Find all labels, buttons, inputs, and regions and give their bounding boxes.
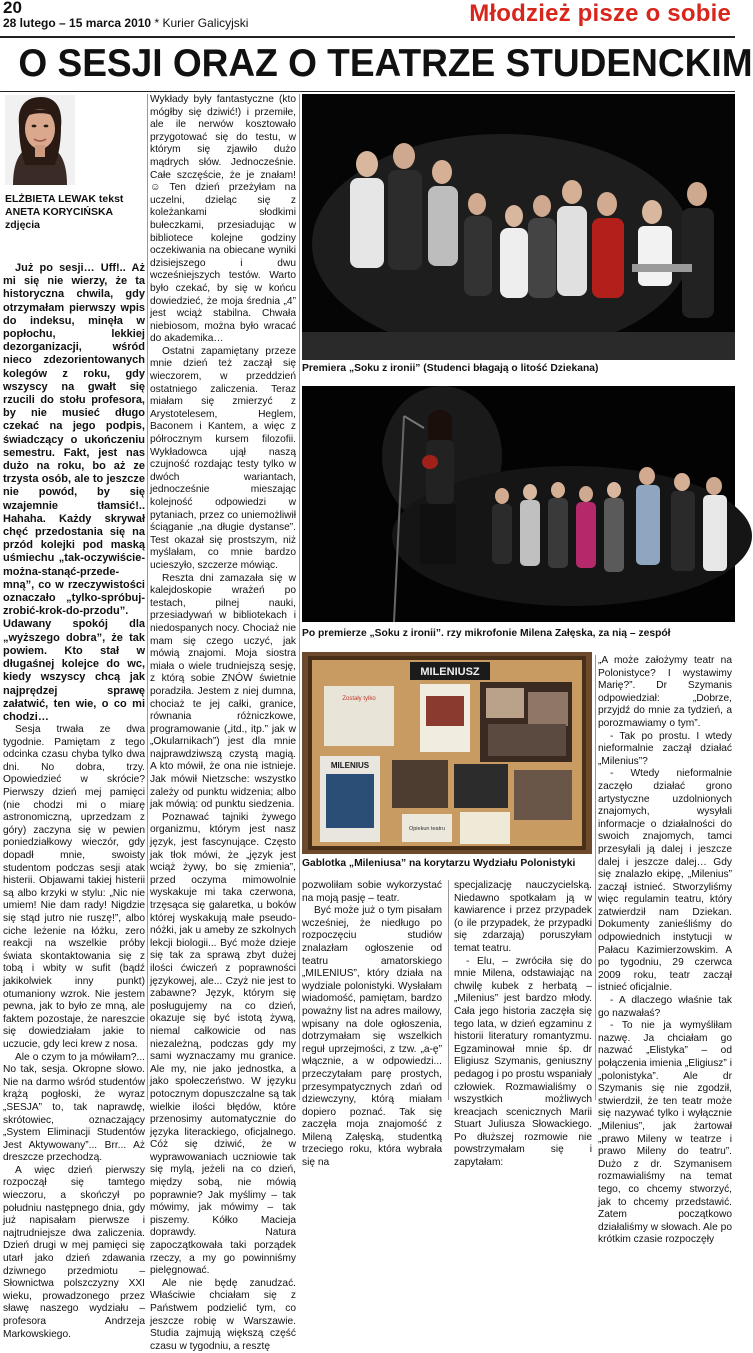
board-lower-title: MILENIUS — [330, 761, 370, 770]
dateline — [3, 16, 248, 30]
paragraph: Ale nie będę zanudzać. Właściwie chciałam się z Państwem podzielić tym, co jeszcze robię w Warszawie. Studia zajmują większą część czasu w tygodniu, a resztę — [150, 1277, 296, 1352]
page-number: 20 — [3, 0, 22, 17]
paragraph: - A dlaczego właśnie tak go nazwałaś? — [598, 995, 732, 1019]
paragraph: - Tak po prostu. I wtedy nieformalnie zaczął działać „Milenius”? — [598, 730, 732, 767]
photo-caption-board: Gablotka „Mileniusa” na korytarzu Wydziału Polonistyki — [302, 858, 576, 869]
lead-paragraph: Już po sesji… Uff!.. Aż mi się nie wierzy, że ta historyczna chwila, gdy otrzymałam pierwszy wpis do indeksu, minęła w popłochu, lekkiej dezorganizacji, wśród nieco zdezorientowanych kolegów z roku, gdy wszyscy na gwałt się rzucili do stołu profesora, by nie musieć długo czekać na jego podpis, świadczący o ukończeniu semestru. Fakt, jest nas dużo na roku, bo aż ze trzysta osób, ale to jeszcze nie powód, by się wzajemnie tłamsić!.. Hahaha. Każdy skrywał chęć przedostania się na przód kolejki pod maską uśmiechu „tak-oczywiście-można-stanąć-przede-mną”, co w rzeczywistości oznaczało „tylko-spróbuj-zrobić-krok-do-przodu”. Udawany spokój dla „wyższego dobra”, że tak powiem. Kto stał w długaśnej kolejce do wc, kiedy wszyscy chcą jak najprędzej sprawę załatwić, ten wie, o co mi chodzi… — [3, 262, 145, 723]
paragraph: Sesja trwała ze dwa tygodnie. Pamiętam z tego odcinka czasu chyba tylko dwa dni. No dobra, trzy. Opowiedzieć w skrócie? Pierwszy dzień mej pamięci (nie chodzi mi o miarę astronomiczną, uprzedzam z góry) zaczyna się w pewien poniedziałkowy wieczór, gdy dopadł mnie, swoisty studentom podczas sesji atak histerii. Objawami takiej histerii są albo krzyki w stylu: „Nic nie umiem! Nie dam rady! Nigdzie się stąd jutro nie ruszę!”, albo ciche leżenie na łóżku, zero reakcji na wszelkie próby świata skontaktowania się z tobą i wbity w sufit (bądź jakikolwiek inny punkt) otumaniony wzrok. Nie jestem pewna, jak to było ze mną, ale faktem pozostaje, że nareszcie się dowiedziałam jakie to uczucie, gdy leci krew z nosa. — [3, 724, 145, 1050]
display-board-photo — [302, 652, 592, 854]
paragraph: Wykłady były fantastyczne (kto mógłby się dziwić!) i przemiłe, ale ile nerwów kosztowało przygotować się do testu, w którym się zjawiło dużo mądrych słów. Jednocześnie. Całe szczęście, że je znałam! ☺ Ten dzień przeżyłam na uczelni, dzieląc się z koleżankami słodkimi bułeczkami, przesiadując w bibliotece kolejne godziny oczekiwania na obiecane wyniki dzisiejszego i dwu wcześniejszych testów. Warto było czekać, by się w końcu dowiedzieć, że moja średnia „4” jest wciąż stabilna. Chwała niebiosom, można było wracać do akademika… — [150, 94, 296, 345]
poster-text: Zostały tylko — [342, 696, 376, 702]
photo-caption-premiere: Premiera „Soku z ironii” (Studenci błagają o litość Dziekana) — [302, 363, 599, 374]
paragraph: Być może już o tym pisałam wcześniej, że niedługo po rozpoczęciu studiów znalazłam ogłoszenie od teatru amatorskiego „MILENIUS”, który działa na wydziale polonistyki. Wysłałam wiadomość, pamiętam, bardzo poważny list na adres mailowy, wpisany na dole ogłoszenia, dotrzymałam się wszelkich reguł uprzejmości, z tzw. „a-ę” włącznie, a w odpowiedzi... przeczytałam parę prostych, przesympatycznych zdań od dziewczyny, którą miałam dopiero poznać. Tak się zaczęła moja znajomość z Mileną Załęską, studentką trzeciego roku, która wybrała się na — [302, 905, 442, 1169]
paragraph: - To nie ja wymyśliłam nazwę. Ja chciałam go nazwać „Elistyka” – od połączenia imienia „Eligiusz” i „polonistyka”. Ale dr Szymanis się nie zgodził, stwierdził, że ten teatr może się nazywać tylko i wyłącznie „Milenius”, jak żartował „prawo Mileny w teatrze i prawo Mileny do teatru”. Dużo z dr. Szymanisem rozmawialiśmy na temat tego, co chcemy stworzyć, jak to chcemy przedstawić. Zatem początkowo działaliśmy w słowach. Ale po krótkim czasie rozpoczęły — [598, 1020, 732, 1246]
article-credits — [5, 193, 145, 232]
text-column-4 — [454, 880, 592, 1169]
board-title: MILENIUSZ — [420, 666, 480, 678]
text-column-3 — [302, 880, 442, 1169]
paragraph: pozwoliłam sobie wykorzystać na moją pasję – teatr. — [302, 880, 442, 904]
paragraph: Ale o czym to ja mówiłam?... No tak, sesja. Okropne słowo. Nie na darmo wśród studentów krążą pogłoski, że wyraz „SESJA” to, tak naprawdę, skrótowiec, oznaczający „System Eliminacji Studentów Jest Aktywowany”... Brr... Aż dreszcze przechodzą. — [3, 1051, 145, 1164]
author-credit: ELŻBIETA LEWAK tekst — [5, 193, 124, 205]
article-headline: O SESJI ORAZ O TEATRZE STUDENCKIM — [18, 42, 753, 85]
paragraph: Poznawać tajniki żywego organizmu, którym jest nasz język, jest fascynujące. Często jak tłok mówi, że „język jest wciąż żywy, bo się zmienia”, przed oczyma mimowolnie wyskakuje mi taka czerwona, trzęsąca się galaretka, u boków której wyskakują małe pseudo-nóżki, jak u ameby ze szkolnych lekcji biologii... Być może dzieje się tak za sprawą zbyt dużej ilości ćwiczeń z poprawności językowej, ale... Czyż nie jest to zabawne? Język, którym się posługujemy na co dzień, okazuje się być istotą żywą, niemal całkowicie od nas niezależną, podczas gdy my sami wyznaczamy mu granice. Ale my, nie jako jednostka, a jako społeczeństwo. W języku potocznym dopuszczalne są tak wielkie ilości błędów, które przenosimy automatycznie do języka literackiego, oficjalnego. Cóż się dziwić, że w wyprawowaniach uczniowie tak się mylą, jeżeli na co dzień, między sobą, nie mówią poprawnie? Jak myślimy – tak mówimy, jak mówimy – tak piszemy. Kółko Macieja doprawdy. Natura zapoczątkowała taki porządek rzeczy, a my go powinniśmy pielęgnować. — [150, 811, 296, 1277]
paragraph: Reszta dni zamazała się w kalejdoskopie wrażeń po testach, pilnej nauki, przesiadywań w bibliotekach i niedospanych nocy. Chociaż nie mam się czego uczyć, jak mówią znajomi. Moja siostra miała o wiele trudniejszą sesję, z którą sobie ZNÓW świetnie poradziła. Jestem z niej dumna, chociaż te jej całki, granice, równania różniczkowe, programowanie („itd., itp.” jak w „Okularnikach”) jest dla mnie najprawdziwszą czystą magią. A kto mówił, że ona nie istnieje. Jak mówił Nietzsche: wszystko zależy od punktu widzenia; albo jak mówią: od punktu siedzenia. — [150, 572, 296, 811]
section-title: Młodzież pisze o sobie — [469, 0, 731, 27]
column-divider — [595, 655, 596, 1100]
text-column-1 — [3, 262, 145, 1340]
text-column-2 — [150, 94, 296, 1352]
author-portrait — [5, 95, 75, 185]
after-premiere-photo — [302, 386, 735, 622]
paragraph: Ostatni zapamiętany przeze mnie dzień też zaczął się wieczorem, w przeddzień ostatniego zaliczenia. Teraz miałam się zmierzyć z Arystotelesem, Heglem, Baconem i Kantem, a więc z półrocznym kursem filozofii. Wykładowca ujął naszą czujność rozdając testy tylko w dwóch wariantach, jednocześnie mieszając kolejność odpowiedzi w pytaniach, przez co uniemożliwił ściąganie „na długie dystanse”. Test okazał się prostszym, niż myślałam, co mnie bardzo ucieszyło, szczerze mówiąc. — [150, 345, 296, 571]
paragraph: - Elu, – zwróciła się do mnie Milena, odstawiając na chwilę kubek z herbatą – „Milenius” jest bardzo młody. Cała jego historia zaczęła się tego lata, w dzień egzaminu z historii literatury romantyzmu. Egzaminował mnie śp. dr Eligiusz Szymanis, geniuszny pedagog i po prostu wspaniały człowiek. Rozmawialiśmy o wszystkich możliwych kreacjach scenicznych Marii Stuart Juliusza Słowackiego. Po dłuższej rozmowie nie powstrzymałam się i zapytałam: — [454, 955, 592, 1169]
headline-divider — [0, 91, 735, 92]
premiere-stage-photo — [302, 94, 735, 360]
photo-caption-after-premiere: Po premierze „Soku z ironii”. rzy mikrofonie Milena Załęska, za nią – zespół — [302, 628, 671, 639]
card-text: Opiekun teatru — [408, 826, 446, 832]
paragraph: specjalizację nauczycielską. Niedawno spotkałam ją w kawiarence i przez przypadek (o ile przypadek, że przypadki się zdarzają) poruszyłam temat teatru. — [454, 880, 592, 954]
column-divider — [299, 94, 300, 1100]
column-divider — [147, 94, 148, 1100]
publication-name: * Kurier Galicyjski — [154, 16, 249, 30]
issue-date: 28 lutego – 15 marca 2010 — [3, 16, 152, 30]
photo-credit: ANETA KORYCIŃSKA zdjęcia — [5, 206, 113, 231]
text-column-5 — [598, 655, 732, 1246]
paragraph: „A może założymy teatr na Polonistyce? I wystawimy Marię?”. Dr Szymanis odpowiedział: „Dobrze, przyjdź do mnie za tydzień, a porozmawiamy o tym”. — [598, 655, 732, 729]
paragraph: - Wtedy nieformalnie zaczęło działać grono artystyczne uzdolnionych znajomych, wysyłali informacje o działalności do swoich znajomych, tamci przesyłali ją dalej i jeszcze dalej i jeszcze dalej… Gdy się znalazło ekipę, „Milenius” zaczął istnieć. Stworzyliśmy więc regulamin teatru, który zatwierdził nam Dziekan. Dokumenty zanieśliśmy do odpowiednich instytucji w Pałacu Kazimierzowskim. A po tygodniu, 29 czerwca 2009 roku, teatr zaczął istnieć oficjalnie. — [598, 768, 732, 994]
column-divider — [448, 880, 449, 1100]
page-header — [0, 0, 735, 34]
paragraph: A więc dzień pierwszy rozpoczął się tamtego wieczoru, a skończył po południu następnego dnia, gdy już napisałam pierwsze i najtrudniejsze dwa zaliczenia. Dzień drugi w mej pamięci się utarł jako dzień zdawania dziwnego przedmiotu – Słownictwa polszczyzny XXI wieku, prowadzonego przez sławę naszego wydziału – profesora Andrzeja Markowskiego. — [3, 1164, 145, 1340]
